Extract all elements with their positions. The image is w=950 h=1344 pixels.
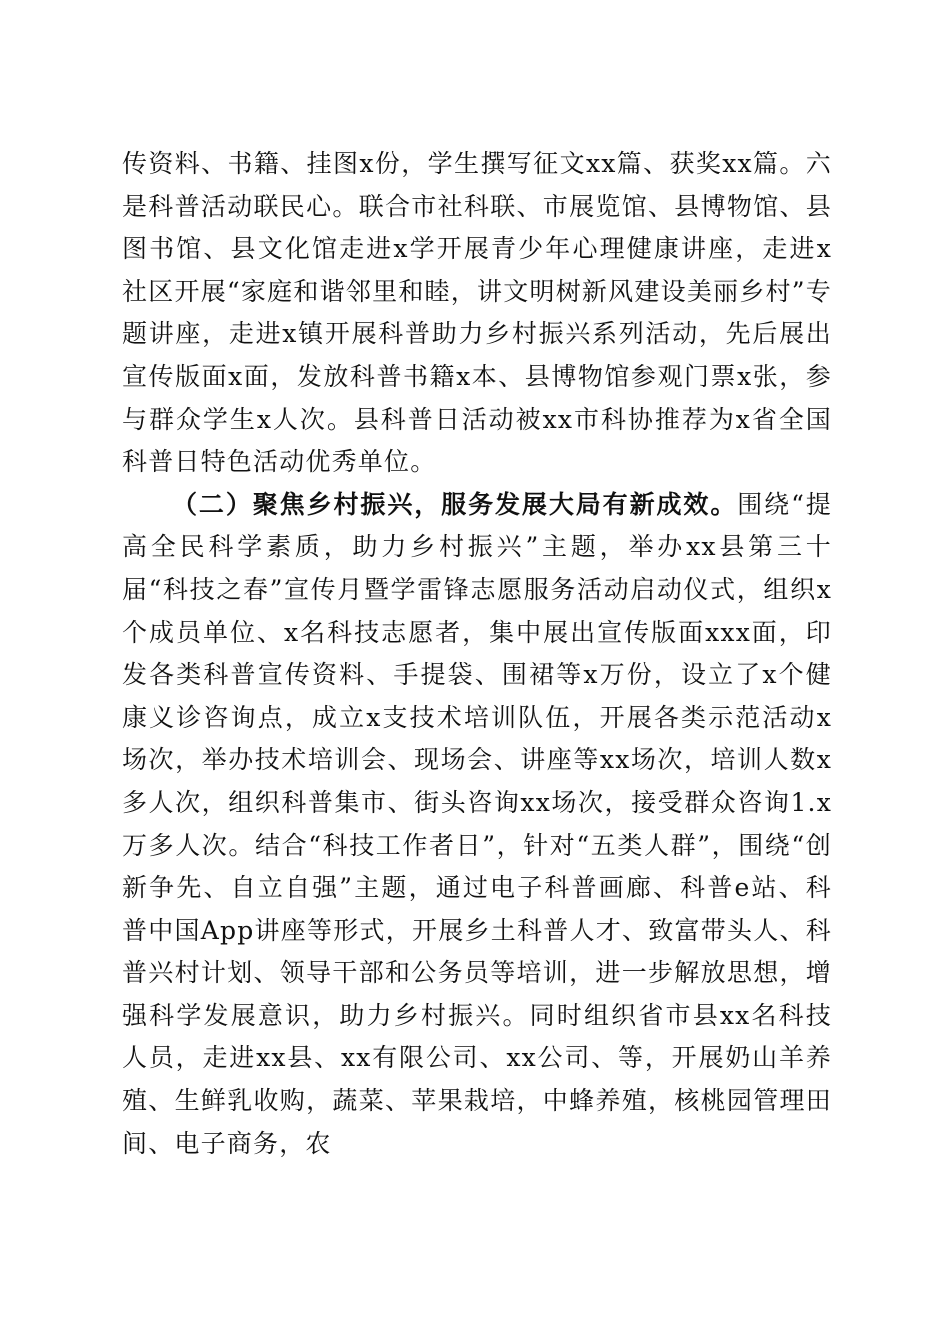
paragraph-text: 围绕“提高全民科学素质，助力乡村振兴”主题，举办xx县第三十届“科技之春”宣传月暨学雷锋志愿服务活动启动仪式，组织x个成员单位、x名科技志愿者，集中展出宣传版面xxx面，印发各类科普宣传资料、手提袋、围裙等x万份，设立了x个健康义诊咨询点，成立x支技术培训队伍，开展各类示范活动x场次，举办技术培训会、现场会、讲座等xx场次，培训人数x多人次，组织科普集市、街头咨询xx场次，接受群众咨询1.x万多人次。结合“科技工作者日”，针对“五类人群”，围绕“创新争先、自立自强”主题，通过电子科普画廊、科普e站、科普中国App讲座等形式，开展乡土科普人才、致富带头人、科普兴村计划、领导干部和公务员等培训，进一步解放思想，增强科学发展意识，助力乡村振兴。同时组织省市县xx名科技人员，走进xx县、xx有限公司、xx公司、等，开展奶山羊养殖、生鲜乳收购，蔬菜、苹果栽培，中蜂养殖，核桃园管理田间、电子商务，农 bbox=[122, 489, 832, 1158]
section-heading: （二）聚焦乡村振兴，服务发展大局有新成效。 bbox=[172, 489, 738, 519]
body-text bbox=[122, 143, 832, 1165]
paragraph-text: 传资料、书籍、挂图x份，学生撰写征文xx篇、获奖xx篇。六是科普活动联民心。联合市社科联、市展览馆、县博物馆、县图书馆、县文化馆走进x学开展青少年心理健康讲座，走进x社区开展“家庭和谐邻里和睦，讲文明树新风建设美丽乡村”专题讲座，走进x镇开展科普助力乡村振兴系列活动，先后展出宣传版面x面，发放科普书籍x本、县博物馆参观门票x张，参与群众学生x人次。县科普日活动被xx市科协推荐为x省全国科普日特色活动优秀单位。 bbox=[122, 149, 832, 477]
paragraph-activities-summary bbox=[122, 143, 832, 484]
paragraph-rural-revitalization bbox=[122, 484, 832, 1166]
